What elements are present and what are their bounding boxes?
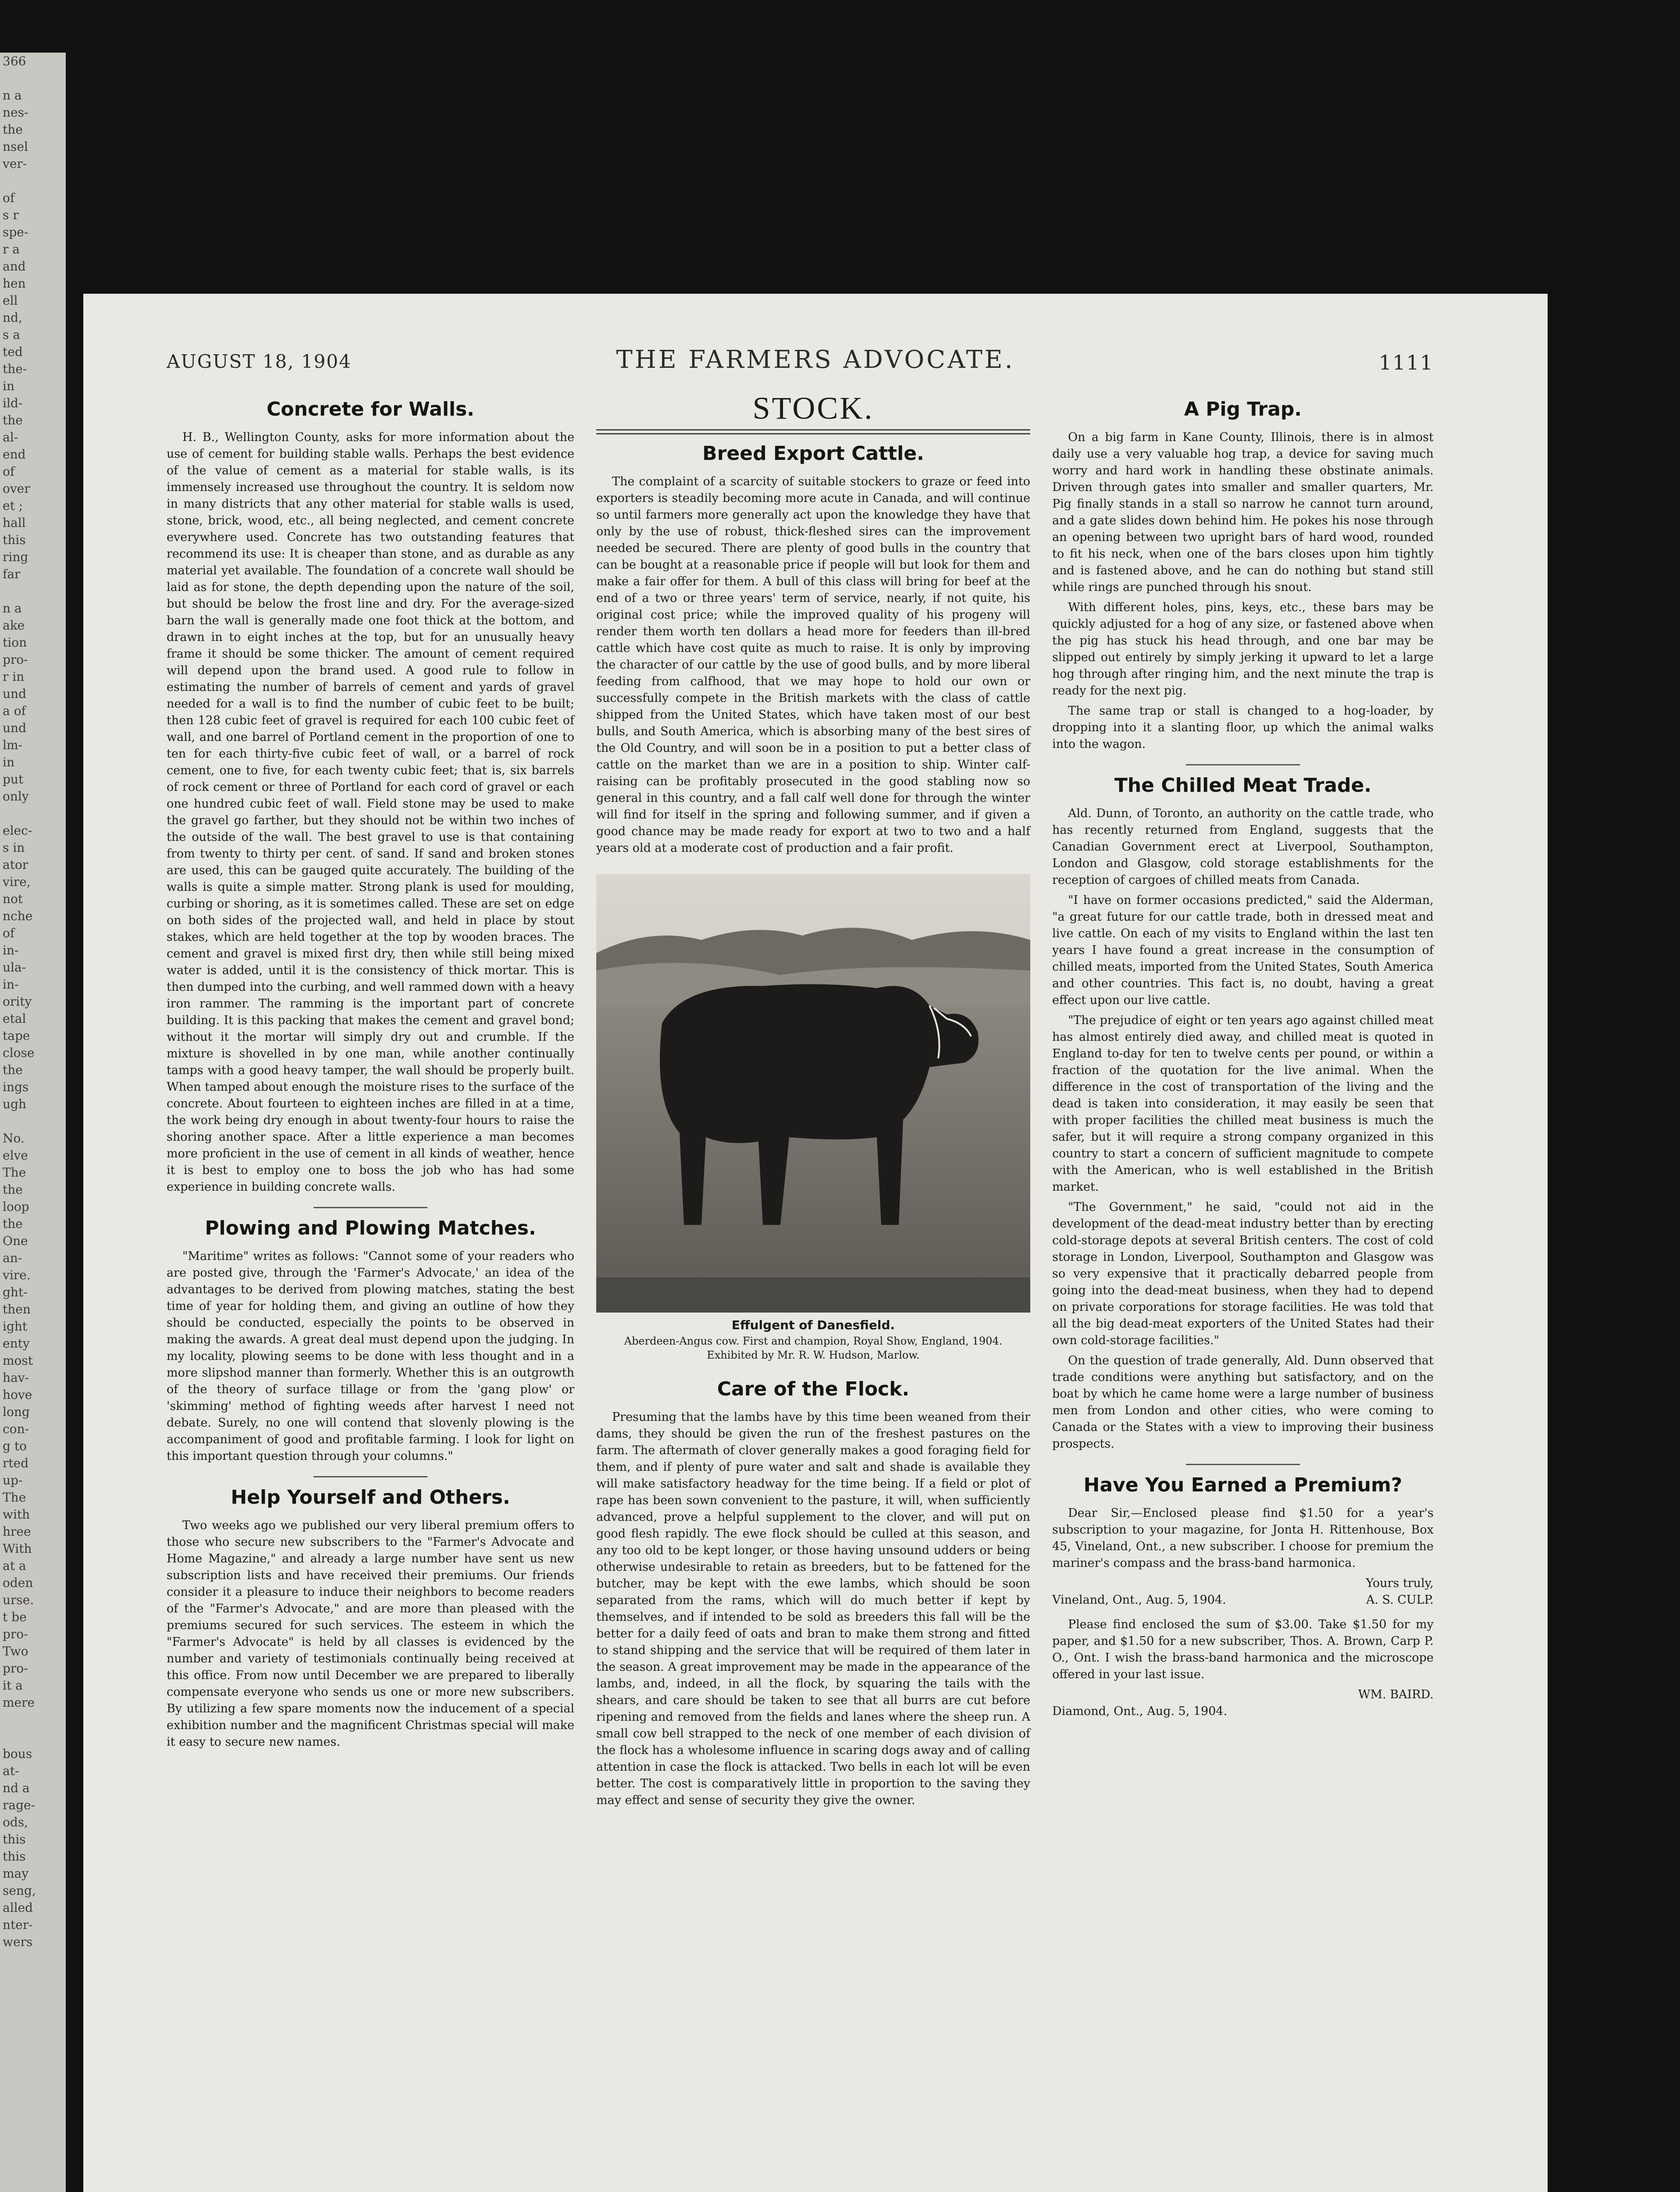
adjacent-page-text-fragment [0, 805, 66, 822]
adjacent-page-text-fragment: ght- [3, 1285, 28, 1299]
adjacent-page-text-fragment: the [3, 1182, 23, 1197]
article-body-concrete: H. B., Wellington County, asks for more information about the use of cement for building stable walls. Perhaps the best evidence of the value of cement as a material for stable walls, is its immensely increased use throughout the country. It is seldom now in many districts that any other material for stable walls is used, stone, brick, wood, etc., all being neglected, and cement concrete everywhere used. Concrete has two outstanding features that recommend its use: It is cheaper than stone, and as durable as any material yet available. The foundation of a concrete wall should be laid as for stone, the depth depending upon the nature of the soil, but should be below the frost line and dry. For the average-sized barn the wall is generally made one foot thick at the bottom, and drawn in to eight inches at the top, but for an unusually heavy frame it should be some thicker. The amount of cement required will depend upon the brand used. A good rule to follow in estimating the number of barrels of cement and yards of gravel needed for a wall is to find the number of cubic feet to be built; then 128 cubic feet of gravel is required for each 100 cubic feet of wall, and one barrel of Portland cement in the proportion of one to ten for each thirty-five cubic feet of wall, or a barrel of rock cement, one to five, for each twenty cubic feet; that is, six barrels of rock cement or three of Portland for each cord of gravel or each one hundred cubic feet of wall. Field stone may be used to make the gravel go farther, but they should not be within two inches of the outside of the wall. The best gravel to use is that containing from twenty to thirty per cent. of sand. If sand and broken stones are used, this can be gauged quite accurately. The building of the walls is quite a simple matter. Strong plank is used for moulding, curbing or shoring, as it is sometimes called. These are set on edge on both sides of the projected wall, and held in place by stout stakes, which are held together at the top by wooden braces. The cement and gravel is mixed first dry, then while still being mixed water is added, until it is the consistency of thick mortar. This is then dumped into the curbing, and well rammed down with a heavy iron rammer. The ramming is the important part of concrete building. It is this packing that makes the cement and gravel bond; without it the mortar will simply dry out and crumble. If the mixture is shovelled in by one man, while another continually tamps with a good heavy tamper, the wall should be properly built. When tamped about enough the moisture rises to the surface of the concrete. About fourteen to eighteen inches are filled in at a time, the work being dry enough in about twenty-four hours to raise the shoring another space. After a little experience a man becomes more proficient in the use of cement in all kinds of weather, hence it is best to employ one to boss the job who has had some experience in building concrete walls. [167, 431, 574, 1194]
adjacent-page-text-fragment: rage- [3, 1798, 36, 1812]
adjacent-page-text-fragment: With [3, 1541, 32, 1556]
premium-letter-1-signature-line [1052, 1592, 1434, 1608]
adjacent-page-text-fragment: long [3, 1405, 30, 1419]
article-body-meat-2: "I have on former occasions predicted," said the Alderman, "a great future for our cattle trade, both in dressed meat and live cattle. On each of my visits to England within the last ten years I have found a great increase in the consumption of chilled meats, imported from the United States, South America and other countries. This fact is, no doubt, having a great effect upon our live cattle. [1052, 893, 1434, 1007]
adjacent-page-text-fragment: at- [3, 1764, 19, 1778]
adjacent-page-text-fragment: hen [3, 276, 26, 291]
adjacent-page-text-fragment: nsel [3, 139, 28, 154]
adjacent-page-text-fragment: elve [3, 1148, 28, 1163]
adjacent-page-text-fragment: nche [3, 909, 33, 923]
page-number: 1111 [1378, 351, 1434, 374]
adjacent-page-text-fragment [0, 70, 66, 87]
adjacent-page-text-fragment: ted [3, 345, 23, 359]
adjacent-page-text-fragment: n a [3, 88, 22, 103]
adjacent-page-text-fragment: end [3, 447, 26, 462]
adjacent-page-text-fragment: tape [3, 1028, 30, 1043]
adjacent-page-text-fragment [0, 1728, 66, 1745]
newspaper-page [83, 294, 1548, 2192]
adjacent-page-text-fragment: und [3, 721, 26, 735]
adjacent-page-text-fragment: at a [3, 1559, 26, 1573]
adjacent-page-text-fragment: ake [3, 618, 25, 633]
adjacent-page-text-fragment: nter- [3, 1918, 33, 1932]
adjacent-page-text-fragment [0, 1711, 66, 1728]
adjacent-page-text-fragment: r a [3, 242, 20, 256]
adjacent-page-text-fragment: pro- [3, 1627, 28, 1641]
adjacent-page-text-fragment: may [3, 1866, 29, 1881]
adjacent-page-text-fragment: lm- [3, 738, 22, 752]
article-title-concrete: Concrete for Walls. [267, 398, 474, 420]
article-body-help: Two weeks ago we published our very liberal premium offers to those who secure new subscribers to the "Farmer's Advocate and Home Magazine," and already a large number have sent us new subscription lists and have received their premiums. Our friends consider it a pleasure to induce their neighbors to become readers of the "Farmer's Advocate," and are more than pleased with the premiums secured for such services. The esteem in which the "Farmer's Advocate" is held by all classes is evidenced by the number and variety of testimonials continually being received at this office. From now until December we are prepared to liberally compensate everyone who sends us one or more new subscribers. By utilizing a few spare moments now the inducement of a special exhibition number and the magnificent Christmas special will make it easy to secure new names. [167, 1519, 574, 1749]
adjacent-page-text-fragment: most [3, 1353, 33, 1368]
adjacent-page-text-fragment: r in [3, 669, 25, 684]
adjacent-page-text-fragment: nd a [3, 1781, 30, 1795]
cattle-photograph [596, 874, 1030, 1313]
adjacent-page-text-fragment: spe- [3, 225, 28, 239]
adjacent-page-text-fragment [0, 583, 66, 600]
adjacent-page-text-fragment: far [3, 567, 21, 581]
adjacent-page-text-fragment: enty [3, 1336, 30, 1351]
adjacent-page-text-fragment: ell [3, 293, 18, 308]
section-divider [313, 1476, 427, 1477]
article-title-help: Help Yourself and Others. [231, 1486, 510, 1509]
adjacent-page-text-fragment: put [3, 772, 24, 786]
article-title-chilled-meat: The Chilled Meat Trade. [1114, 774, 1372, 797]
adjacent-page-text-fragment: n a [3, 601, 22, 616]
adjacent-page-text-fragment: hove [3, 1388, 32, 1402]
adjacent-page-text-fragment: of [3, 191, 15, 205]
adjacent-page-text-fragment: tion [3, 635, 27, 650]
adjacent-page-text-fragment: s in [3, 840, 25, 855]
adjacent-page-text-fragment: wers [3, 1935, 33, 1949]
article-title-pig-trap: A Pig Trap. [1184, 398, 1302, 420]
adjacent-page-text-fragment: con- [3, 1422, 29, 1436]
article-body-breed: The complaint of a scarcity of suitable stockers to graze or feed into exporters is steadily becoming more acute in Canada, and will continue so until farmers more generally act upon the knowledge they have that only by the use of robust, thick-fleshed sires can the improvement needed be secured. There are plenty of good bulls in the country that can be bought at a reasonable price if people will but look for them and make a fair offer for them. A bull of this class will bring for beef at the end of a two or three years' term of service, nearly, if not quite, his original cost price; while the improved quality of his progeny will render them worth ten dollars a head more for feeders than ill-bred cattle which have cost quite as much to raise. It is only by improving the character of our cattle by the use of good bulls, and by more liberal feeding from calfhood, that we may hope to hold our own or successfully compete in the British markets with the class of cattle shipped from the United States, which have taken most of our best bulls, and South America, which is absorbing many of the best sires of the Old Country, and will soon be in a position to put a better class of cattle on the market than we are in a position to ship. Winter calf-raising can be profitably prosecuted in the good stabling now so general in this country, and a fall calf well done for through the winter will find for itself in the spring and following summer, and if given a good chance may be made ready for export at two to two and a half years old at a moderate cost of production and a fair profit. [596, 475, 1030, 855]
adjacent-page-text-fragment: elec- [3, 823, 32, 838]
adjacent-page-text-fragment: oden [3, 1576, 33, 1590]
adjacent-page-text-fragment: pro- [3, 1661, 28, 1676]
adjacent-page-text-fragment: in- [3, 977, 19, 992]
adjacent-page-text-fragment: and [3, 259, 26, 274]
adjacent-page-text-fragment: an- [3, 1251, 22, 1265]
adjacent-page-text-fragment: close [3, 1046, 35, 1060]
adjacent-page-text-fragment: of [3, 464, 15, 479]
adjacent-page-text-fragment: ods, [3, 1815, 28, 1829]
premium-letter-1-signer: A. S. CULP. [1366, 1593, 1434, 1607]
premium-letter-1: Dear Sir,—Enclosed please find $1.50 for a year's subscription to your magazine, for Jonta H. Rittenhouse, Box 45, Vineland, Ont., a new subscriber. I choose for premium the mariner's compass and the brass-band harmonica. [1052, 1506, 1434, 1570]
adjacent-page-text-fragment: the- [3, 362, 27, 376]
adjacent-page-text-fragment: ight [3, 1319, 28, 1334]
article-body-meat-5: On the question of trade generally, Ald. Dunn observed that trade conditions were anything but satisfactory, and on the boat by which he came home were a large number of business men from London and other cities, who were coming to Canada or the States with a view to improving their business prospects. [1052, 1354, 1434, 1451]
article-body-pig-trap-2: With different holes, pins, keys, etc., these bars may be quickly adjusted for a hog of any size, or fastened above when the pig has stuck his head through, and one bar may be slipped out entirely by simply jerking it upward to let a large hog through after ringing him, and the next minute the trap is ready for the next pig. [1052, 601, 1434, 697]
adjacent-page-text-fragment: this [3, 533, 26, 547]
adjacent-page-text-fragment: ings [3, 1080, 29, 1094]
adjacent-page-text-fragment: The [3, 1490, 26, 1505]
adjacent-page-text-fragment: hav- [3, 1370, 29, 1385]
adjacent-page-text-fragment: not [3, 892, 23, 906]
adjacent-page-text-fragment: seng, [3, 1883, 36, 1898]
adjacent-page-text-fragment: und [3, 687, 26, 701]
adjacent-page-text-fragment: over [3, 481, 30, 496]
adjacent-page-text-fragment: pro- [3, 652, 28, 667]
article-body-meat-1: Ald. Dunn, of Toronto, an authority on the cattle trade, who has recently returned from England, suggests that the Canadian Government erect at Liverpool, Southampton, London and Glasgow, cold storage establishments for the reception of cargoes of chilled meats from Canada. [1052, 807, 1434, 887]
adjacent-page-text-fragment: this [3, 1832, 26, 1847]
adjacent-page-text-fragment [0, 172, 66, 189]
section-heading-stock: STOCK. [752, 391, 874, 426]
article-title-breed: Breed Export Cattle. [702, 442, 924, 465]
adjacent-page-text-fragment: ring [3, 550, 28, 564]
adjacent-page-text-fragment: hree [3, 1524, 31, 1539]
adjacent-page-text-fragment: mere [3, 1695, 35, 1710]
adjacent-page-text-fragment: the [3, 122, 23, 137]
section-double-rule [596, 429, 1030, 434]
article-body-meat-4: "The Government," he said, "could not aid in the development of the dead-meat industry better than by erecting cold-storage depots at several British centers. The cost of cold storage in London, Liverpool, Southampton and Glasgow was so very expensive that it practically debarred people from going into the dead-meat business, when they had to depend on private corporations for storage facilities. He was told that all the big dead-meat exporters of the United States had their own cold-storage facilities." [1052, 1200, 1434, 1347]
adjacent-page-text-fragment: g to [3, 1439, 27, 1453]
adjacent-page-text-fragment: loop [3, 1199, 29, 1214]
adjacent-page-text-fragment: nes- [3, 105, 28, 120]
adjacent-page-text-fragment: the [3, 413, 23, 427]
adjacent-page-text-fragment: One [3, 1234, 28, 1248]
adjacent-page-text-fragment: in [3, 379, 14, 393]
column-center [596, 390, 1030, 1812]
adjacent-page-text-fragment: of [3, 926, 15, 940]
adjacent-page-text-fragment: bous [3, 1747, 32, 1761]
premium-letter-1-place: Vineland, Ont., Aug. 5, 1904. [1052, 1593, 1226, 1607]
photo-caption-title: Effulgent of Danesfield. [731, 1318, 895, 1332]
adjacent-page-text-fragment: et ; [3, 498, 23, 513]
adjacent-page-text-fragment [0, 1113, 66, 1130]
adjacent-page-text-fragment: 366 [3, 54, 26, 68]
column-right [1052, 390, 1434, 1723]
adjacent-page-text-fragment: ority [3, 994, 32, 1009]
premium-letter-2-place: Diamond, Ont., Aug. 5, 1904. [1052, 1704, 1228, 1718]
adjacent-page-text-fragment: s a [3, 327, 20, 342]
adjacent-page-text-fragment: it a [3, 1678, 23, 1693]
adjacent-page-text-fragment: t be [3, 1610, 27, 1624]
adjacent-page-text-fragment: rted [3, 1456, 29, 1470]
adjacent-page-text-fragment: this [3, 1849, 26, 1864]
photo-caption-line-2: Exhibited by Mr. R. W. Hudson, Marlow. [707, 1349, 920, 1361]
adjacent-page-text-fragment: hall [3, 516, 26, 530]
article-body-pig-trap-3: The same trap or stall is changed to a hog-loader, by dropping into it a slanting floor, up which the animal walks into the wagon. [1052, 704, 1434, 751]
masthead-title: THE FARMERS ADVOCATE. [616, 345, 1015, 374]
adjacent-page-text-fragment: nd, [3, 310, 22, 325]
article-body-meat-3: "The prejudice of eight or ten years ago against chilled meat has almost entirely died away, and chilled meat is quoted in England to-day for ten to twelve cents per pound, or within a fraction of the quotation for the live animal. When the difference in the cost of transportation of the living and the dead is taken into consideration, it may easily be seen that with proper facilities the chilled meat business is much the safer, but it will require a strong company organized in this country to start a concern of sufficient magnitude to compete with the American, who is well established in the British market. [1052, 1014, 1434, 1194]
adjacent-page-text-fragment: vire, [3, 875, 31, 889]
cow-illustration [596, 874, 1030, 1313]
article-title-plowing: Plowing and Plowing Matches. [205, 1217, 536, 1239]
premium-letter-1-close: Yours truly, [1366, 1576, 1434, 1590]
adjacent-page-text-fragment: in [3, 755, 14, 769]
adjacent-page-text-fragment: No. [3, 1131, 25, 1146]
premium-letter-2: Please find enclosed the sum of $3.00. Take $1.50 for my paper, and $1.50 for a new subscriber, Thos. A. Brown, Carp P. O., Ont. I wish the brass-band harmonica and the microscope offered in your last issue. [1052, 1618, 1434, 1681]
adjacent-page-text-fragment: ula- [3, 960, 26, 975]
adjacent-page-text-fragment: then [3, 1302, 31, 1317]
adjacent-page-text-fragment: vire. [3, 1268, 31, 1282]
adjacent-page-text-fragment: ver- [3, 157, 27, 171]
section-divider [313, 1207, 427, 1208]
photo-caption-line-1: Aberdeen-Angus cow. First and champion, Royal Show, England, 1904. [624, 1335, 1003, 1347]
adjacent-page-text-fragment: the [3, 1217, 23, 1231]
adjacent-page-text-fragment: ild- [3, 396, 23, 410]
article-title-premium: Have You Earned a Premium? [1083, 1474, 1402, 1496]
adjacent-page-text-fragment: up- [3, 1473, 23, 1487]
adjacent-page-text-fragment: alled [3, 1900, 33, 1915]
adjacent-page-text-fragment: The [3, 1165, 26, 1180]
column-left [167, 390, 574, 1754]
adjacent-page-text-fragment: etal [3, 1011, 26, 1026]
adjacent-page-fragment [0, 53, 66, 2192]
article-body-plowing: "Maritime" writes as follows: "Cannot some of your readers who are posted give, through the 'Farmer's Advocate,' an idea of the advantages to be derived from plowing matches, stating the best time of year for holding them, and giving an outline of how they should be conducted, especially the points to be observed in making the awards. A great deal must depend upon the judging. In my locality, plowing seems to be done with less thought and in a more slipshod manner than formerly. Whether this is an outgrowth of the theory of surface tillage or from the 'gang plow' or 'skimming' method of fighting weeds after harvest I need not debate. Surely, no one will contend that slovenly plowing is the accompaniment of good and profitable farming. I look for light on this important question through your columns." [167, 1249, 574, 1463]
article-title-flock: Care of the Flock. [717, 1378, 910, 1400]
article-body-pig-trap-1: On a big farm in Kane County, Illinois, there is in almost daily use a very valuable hog trap, a device for saving much worry and hard work in handling these obstinate animals. Driven through gates into smaller and smaller quarters, Mr. Pig finally stands in a stall so narrow he cannot turn around, and a gate slides down behind him. He pokes his nose through an opening between two upright bars of hard wood, rounded to fit his neck, when one of the bars closes upon him tightly and is fastened above, and he can do nothing but stand still while rings are punched through his snout. [1052, 431, 1434, 594]
adjacent-page-text-fragment: urse. [3, 1593, 34, 1607]
adjacent-page-text-fragment: ator [3, 858, 28, 872]
article-body-flock: Presuming that the lambs have by this time been weaned from their dams, they should be given the run of the freshest pastures on the farm. The aftermath of clover generally makes a good foraging field for them, and if plenty of pure water and salt and shade is available they will make satisfactory headway for the time being. If a field or plot of rape has been sown convenient to the pasture, it will, when sufficiently advanced, prove a helpful supplement to the clover, and will put on good flesh rapidly. The ewe flock should be culled at this season, and any too old to be kept longer, or those having unsound udders or being otherwise undesirable to retain as breeders, but to be fattened for the butcher, may be kept with the ewe lambs, which should be soon separated from the rams, which will do much better if kept by themselves, and if intended to be sold as breeders this fall will be the better for a daily feed of oats and bran to make them strong and fitted to stand shipping and the service that will be required of them later in the season. A great improvement may be made in the appearance of the lambs, and, indeed, in all the flock, by squaring the tails with the shears, and care should be taken to see that all burrs are cut before ripening and removed from the fields and lanes where the sheep run. A small cow bell strapped to the neck of one member of each division of the flock has a wholesome influence in scaring dogs away and of calling attention in case the flock is attacked. Two bells in each lot will be even better. The cost is comparatively little in proportion to the saving they may effect and sense of security they give the owner. [596, 1410, 1030, 1807]
adjacent-page-text-fragment: with [3, 1507, 30, 1522]
adjacent-page-text-fragment: a of [3, 704, 26, 718]
adjacent-page-text-fragment: Two [3, 1644, 28, 1658]
issue-date: AUGUST 18, 1904 [167, 351, 352, 372]
adjacent-page-text-fragment: al- [3, 430, 18, 445]
section-divider [1186, 764, 1300, 765]
adjacent-page-text-fragment: only [3, 789, 29, 804]
premium-letter-2-signer: WM. BAIRD. [1358, 1688, 1434, 1701]
adjacent-page-text-fragment: ugh [3, 1097, 26, 1111]
adjacent-page-text-fragment: s r [3, 208, 19, 222]
adjacent-page-text-fragment: the [3, 1063, 23, 1077]
section-divider [1186, 1464, 1300, 1465]
adjacent-page-text-fragment: in- [3, 943, 19, 957]
